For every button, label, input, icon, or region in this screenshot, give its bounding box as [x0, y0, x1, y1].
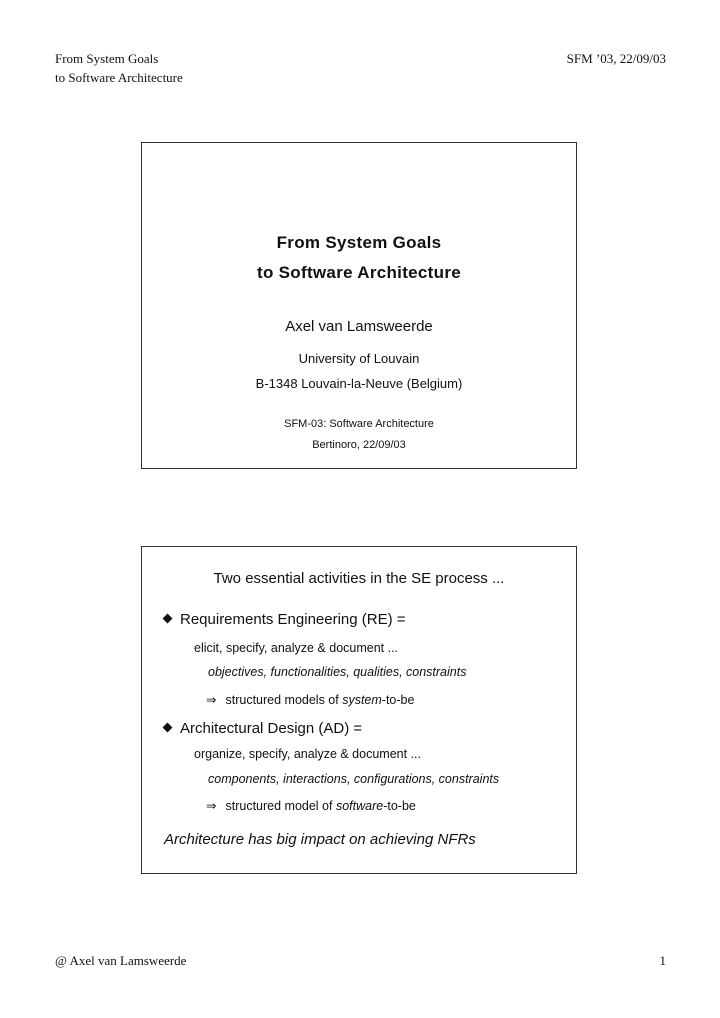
author-name: Axel van Lamsweerde: [285, 318, 433, 335]
event-line-2: Bertinoro, 22/09/03: [312, 439, 406, 451]
affiliation-line-1: University of Louvain: [298, 351, 420, 366]
implies-arrow-icon: ⇒: [206, 799, 217, 813]
header-title-line-1: From System Goals: [55, 51, 159, 66]
page-number: 1: [659, 953, 666, 968]
ad-result-prefix: structured model of: [225, 799, 336, 813]
diamond-bullet-icon: [163, 614, 173, 624]
slide-heading: Two essential activities in the SE process ...: [213, 570, 505, 587]
footer-author: @ Axel van Lamsweerde: [55, 953, 187, 968]
re-result: [206, 692, 414, 707]
ad-activities: organize, specify, analyze & document ...: [194, 747, 421, 761]
header-title-line-2: to Software Architecture: [55, 70, 183, 85]
ad-result-suffix: -to-be: [383, 799, 416, 813]
content-slide: [141, 546, 577, 874]
re-label: Requirements Engineering (RE) =: [180, 611, 406, 628]
ad-label: Architectural Design (AD) =: [180, 720, 363, 737]
slide-title-line-1: From System Goals: [276, 233, 442, 252]
title-slide: [141, 142, 577, 469]
diamond-bullet-icon: [163, 723, 173, 733]
ad-result-emphasis: software: [335, 799, 384, 813]
re-result-emphasis: system: [342, 693, 382, 707]
re-result-suffix: -to-be: [381, 693, 415, 707]
bullet-architectural-design: [164, 720, 362, 737]
event-line-1: SFM-03: Software Architecture: [284, 418, 434, 430]
page-header-title: [55, 49, 183, 87]
implies-arrow-icon: ⇒: [206, 693, 217, 707]
affiliation-line-2: B-1348 Louvain-la-Neuve (Belgium): [255, 376, 463, 391]
re-objects: objectives, functionalities, qualities, constraints: [208, 665, 467, 679]
ad-result: [206, 798, 416, 813]
re-result-prefix: structured models of: [225, 693, 343, 707]
slide-title-line-2: to Software Architecture: [257, 263, 461, 282]
slide-conclusion: Architecture has big impact on achieving NFRs: [164, 831, 476, 848]
bullet-requirements-engineering: [164, 611, 406, 628]
page-header-event: SFM ’03, 22/09/03: [566, 51, 666, 66]
ad-objects: components, interactions, configurations, constraints: [208, 772, 500, 786]
re-activities: elicit, specify, analyze & document ...: [194, 641, 399, 655]
